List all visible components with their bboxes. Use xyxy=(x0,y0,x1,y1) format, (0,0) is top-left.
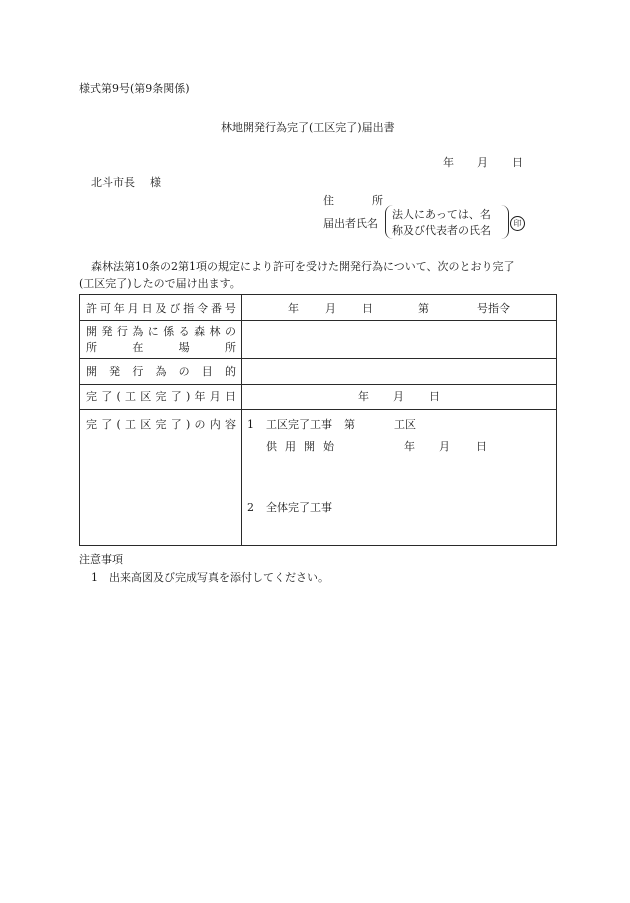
row5-service-month: 月 xyxy=(439,440,450,453)
date-month: 月 xyxy=(477,156,488,169)
row-divider-1 xyxy=(80,320,556,321)
row5-service-day: 日 xyxy=(476,440,487,453)
body-text-line2: (工区完了)したので届け出ます。 xyxy=(79,277,241,290)
form-table xyxy=(79,294,557,546)
date-year: 年 xyxy=(443,156,454,169)
notes-heading: 注意事項 xyxy=(79,553,123,566)
row5-item2-text: 全体完了工事 xyxy=(266,501,332,514)
applicant-note-line2: 称及び代表者の氏名 xyxy=(392,224,491,237)
row2-label-line2: 所 在 場 所 xyxy=(86,341,236,354)
row4-day: 日 xyxy=(429,390,440,403)
row4-year: 年 xyxy=(358,390,369,403)
row1-suffix: 号指令 xyxy=(477,302,510,315)
row1-dai: 第 xyxy=(418,302,429,315)
row2-label-line1: 開 発 行 為 に 係 る 森 林 の xyxy=(86,325,236,338)
row-divider-3 xyxy=(80,384,556,385)
date-day: 日 xyxy=(512,156,523,169)
table-column-divider xyxy=(241,295,242,545)
row5-service-start: 供 用 開 始 xyxy=(266,440,334,453)
row5-service-year: 年 xyxy=(404,440,415,453)
row1-month: 月 xyxy=(325,302,336,315)
row4-month: 月 xyxy=(393,390,404,403)
body-text-line1: 森林法第10条の2第1項の規定により許可を受けた開発行為について、次のとおり完了 xyxy=(91,260,515,273)
address-label-1: 住 xyxy=(323,194,334,207)
row4-label: 完 了 ( 工 区 完 了 ) 年 月 日 xyxy=(86,390,236,403)
row1-label: 許 可 年 月 日 及 び 指 令 番 号 xyxy=(86,302,236,315)
addressee-honorific: 様 xyxy=(150,176,161,189)
addressee-name: 北斗市長 xyxy=(91,176,135,189)
row5-item1-dai: 第 xyxy=(344,418,355,431)
row3-label: 開 発 行 為 の 目 的 xyxy=(86,365,236,378)
row5-item1-ku: 工区 xyxy=(394,418,416,431)
notes-item1: 1 出来高図及び完成写真を添付してください。 xyxy=(91,571,329,584)
row5-label: 完 了 ( 工 区 完 了 ) の 内 容 xyxy=(86,418,236,431)
form-number: 様式第9号(第9条関係) xyxy=(79,82,190,95)
row5-item2-number: 2 xyxy=(247,501,254,514)
applicant-name-label: 届出者氏名 xyxy=(323,217,378,230)
seal-mark: 印 xyxy=(510,216,525,231)
row1-year: 年 xyxy=(288,302,299,315)
row-divider-4 xyxy=(80,409,556,410)
row-divider-2 xyxy=(80,358,556,359)
address-label-2: 所 xyxy=(372,194,383,207)
document-title: 林地開発行為完了(工区完了)届出書 xyxy=(221,121,395,134)
row1-day: 日 xyxy=(362,302,373,315)
row5-item1-text: 工区完了工事 xyxy=(266,418,332,431)
applicant-note-line1: 法人にあっては、名 xyxy=(392,208,491,221)
row5-item1-number: 1 xyxy=(247,418,254,431)
